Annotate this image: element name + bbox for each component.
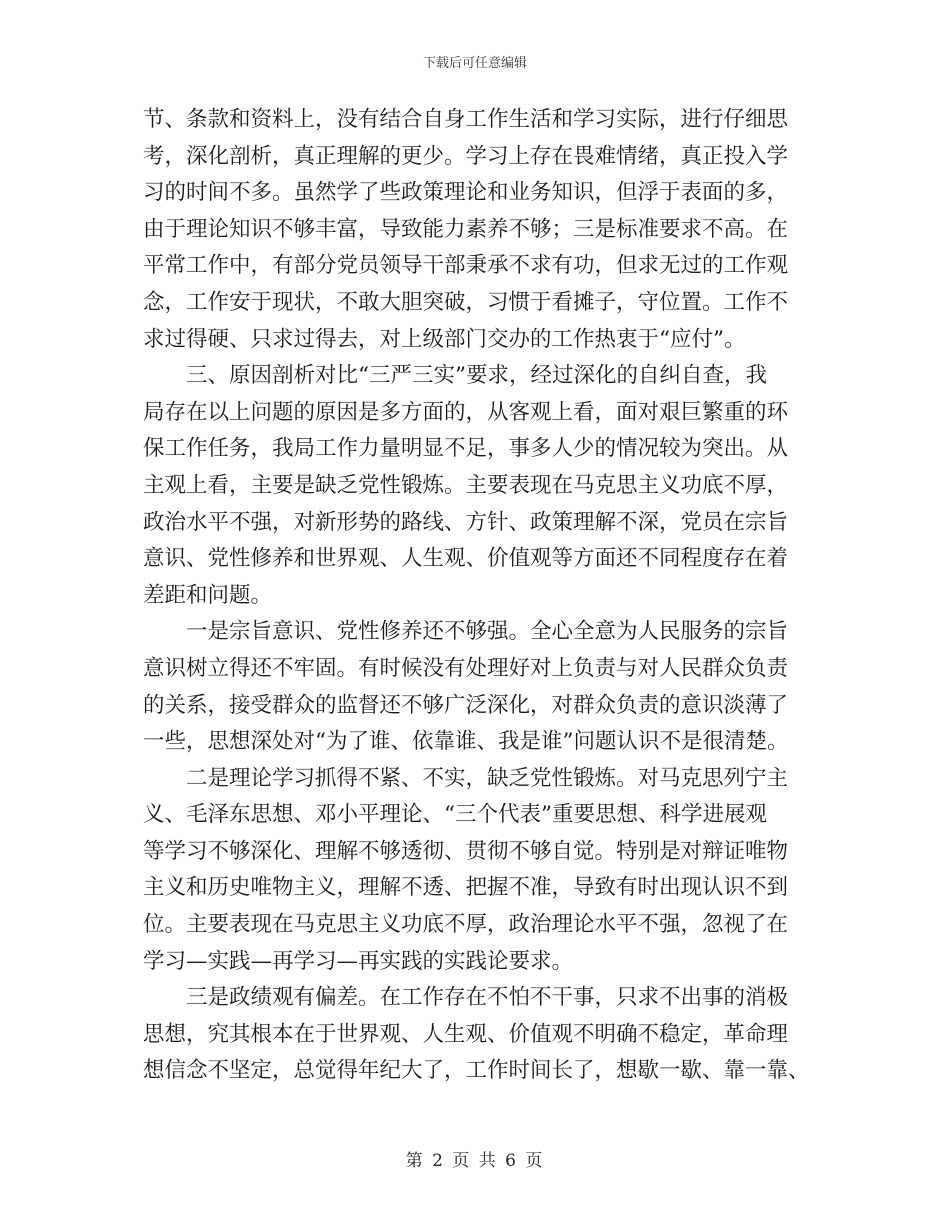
- text-line-3: 习的时间不多。虽然学了些政策理论和业务知识，但浮于表面的多，: [143, 180, 789, 206]
- text-line-25: 三是政绩观有偏差。在工作存在不怕不干事，只求不出事的消极: [186, 985, 789, 1011]
- text-line-17: 的关系，接受群众的监督还不够广泛深化，对群众负责的意识淡薄了: [143, 692, 789, 718]
- text-line-24: 学习—实践—再学习—再实践的实践论要求。: [143, 948, 574, 974]
- text-line-22: 主义和历史唯物主义，理解不透、把握不准，导致有时出现认识不到: [143, 875, 789, 901]
- text-line-6: 念，工作安于现状，不敢大胆突破，习惯于看摊子，守位置。工作不: [143, 289, 789, 315]
- text-line-21: 等学习不够深化、理解不够透彻、贯彻不够自觉。特别是对辩证唯物: [143, 838, 789, 864]
- text-line-27: 想信念不坚定，总觉得年纪大了，工作时间长了，想歇一歇、靠一靠、: [143, 1058, 810, 1084]
- text-line-5: 平常工作中，有部分党员领导干部秉承不求有功，但求无过的工作观: [143, 253, 789, 279]
- text-line-23: 位。主要表现在马克思主义功底不厚，政治理论水平不强，忽视了在: [143, 912, 789, 938]
- text-line-10: 保工作任务，我局工作力量明显不足，事多人少的情况较为突出。从: [143, 436, 789, 462]
- text-line-16: 意识树立得还不牢固。有时候没有处理好对上负责与对人民群众负责: [143, 655, 789, 681]
- text-line-1: 节、条款和资料上，没有结合自身工作生活和学习实际，进行仔细思: [143, 107, 789, 132]
- text-line-8: 三、原因剖析对比“三严三实”要求，经过深化的自纠自查，我: [186, 363, 767, 389]
- text-line-12: 政治水平不强，对新形势的路线、方针、政策理解不深，党员在宗旨: [143, 509, 789, 535]
- text-line-15: 一是宗旨意识、党性修养还不够强。全心全意为人民服务的宗旨: [186, 619, 789, 645]
- document-body: [143, 102, 808, 1090]
- text-line-4: 由于理论知识不够丰富，导致能力素养不够；三是标准要求不高。在: [143, 216, 789, 242]
- text-line-7: 求过得硬、只求过得去，对上级部门交办的工作热衷于“应付”。: [143, 326, 746, 352]
- page-header: 下载后可任意编辑: [422, 56, 527, 71]
- text-line-14: 差距和问题。: [143, 582, 273, 608]
- text-line-26: 思想，究其根本在于世界观、人生观、价值观不明确不稳定，革命理: [143, 1021, 789, 1047]
- text-line-18: 一些，思想深处对“为了谁、依靠谁、我是谁”问题认识不是很清楚。: [143, 729, 789, 755]
- text-line-19: 二是理论学习抓得不紧、不实，缺乏党性锻炼。对马克思列宁主: [186, 765, 789, 791]
- text-line-9: 局存在以上问题的原因是多方面的，从客观上看，面对艰巨繁重的环: [143, 399, 789, 425]
- text-line-11: 主观上看，主要是缺乏党性锻炼。主要表现在马克思主义功底不厚，: [143, 472, 789, 498]
- page-number-footer: 第 2 页 共 6 页: [405, 1151, 545, 1171]
- text-line-2: 考，深化剖析，真正理解的更少。学习上存在畏难情绪，真正投入学: [143, 143, 789, 169]
- text-line-20: 义、毛泽东思想、邓小平理论、“三个代表”重要思想、科学进展观: [143, 802, 767, 828]
- text-line-13: 意识、党性修养和世界观、人生观、价值观等方面还不同程度存在着: [143, 546, 789, 572]
